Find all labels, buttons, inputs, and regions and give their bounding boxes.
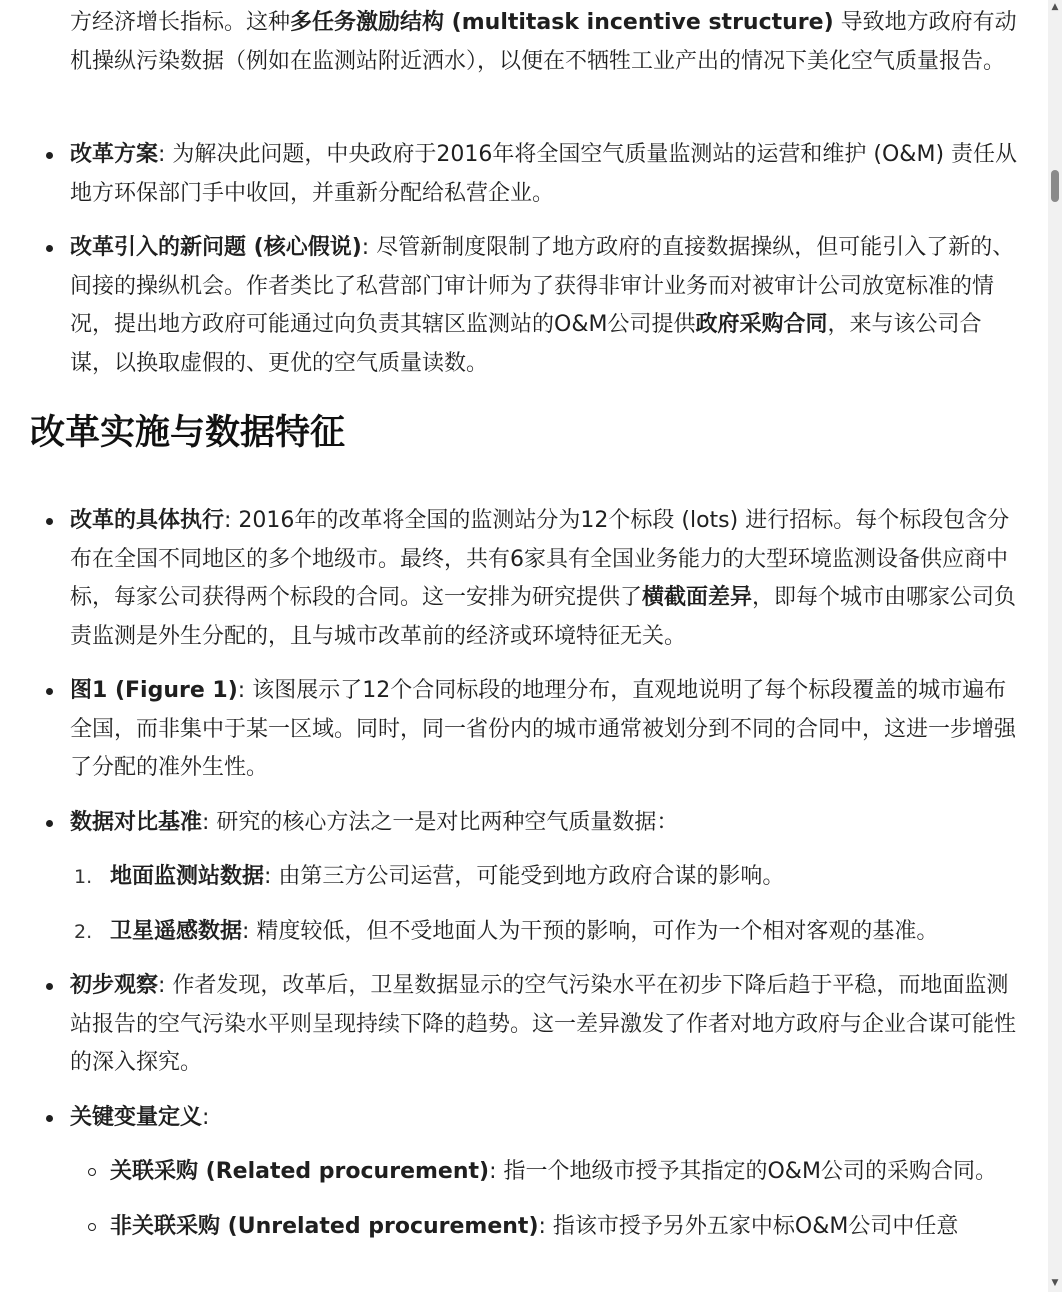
text-run: : 为解决此问题，中央政府于2016年将全国空气质量监测站的运营和维护 (O&M) 责任从地方环保部门手中收回，并重新分配给私营企业。 [70, 142, 1018, 206]
bold-term: 卫星遥感数据 [110, 918, 243, 944]
bold-term: 改革方案 [70, 142, 159, 167]
bold-term: 政府采购合同 [695, 312, 828, 337]
item-number: 2. [74, 920, 93, 943]
numbered-item [70, 913, 1020, 952]
item-number: 1. [74, 866, 93, 888]
list-item [30, 804, 1020, 952]
sub-bullet-list [70, 1153, 1020, 1246]
scrollbar-thumb[interactable] [1051, 170, 1059, 202]
text-run: : 指一个地级市授予其指定的O&M公司的采购合同。 [489, 1159, 997, 1184]
list-item [30, 1099, 1020, 1247]
text-run: ，即每个城市由哪家公司负责监测是外生分配的，且与城市改革前的经济或环境特征无关。 [70, 585, 1017, 649]
sub-list-item [70, 1153, 1020, 1192]
text-run: 导致地方政府有动机操纵污染数据（例如在监测站附近洒水），以便在不牺牲工业产出的情况下美化空气质量报告。 [70, 10, 1017, 74]
bullet-list-implementation [30, 502, 1020, 1262]
text-run: : 精度较低，但不受地面人为干预的影响，可作为一个相对客观的基准。 [242, 918, 939, 944]
list-item [30, 136, 1020, 213]
list-item [30, 502, 1020, 656]
bold-term: 改革的具体执行 [70, 508, 225, 533]
section-heading: 改革实施与数据特征 [30, 412, 346, 453]
sub-list-item [70, 1208, 1020, 1247]
text-run: : 尽管新制度限制了地方政府的直接数据操纵，但可能引入了新的、间接的操纵机会。作者类比了私营部门审计师为了获得非审计业务而对被审计公司放宽标准的情况，提出地方政府可能通过向负责其辖区监测站的O&M公司提供 [70, 235, 1015, 337]
bold-term: 数据对比基准 [70, 809, 203, 835]
bold-term: 横截面差异 [642, 585, 753, 610]
numbered-item [70, 858, 1020, 897]
text-run: : 由第三方公司运营，可能受到地方政府合谋的影响。 [264, 864, 785, 889]
list-item [30, 967, 1020, 1083]
text-run: 方经济增长指标。这种 [70, 10, 291, 35]
text-run: : 作者发现，改革后，卫星数据显示的空气污染水平在初步下降后趋于平稳，而地面监测站报告的空气污染水平则呈现持续下降的趋势。这一差异激发了作者对地方政府与企业合谋可能性的深入探究。 [70, 973, 1017, 1075]
text-run: : 2016年的改革将全国的监测站分为12个标段 (lots) 进行招标。每个标段包含分布在全国不同地区的多个地级市。最终，共有6家具有全国业务能力的大型环境监测设备供应商中标，每家公司获得两个标段的合同。这一安排为研究提供了 [70, 508, 1010, 610]
bold-term: 图1 (Figure 1) [70, 678, 238, 703]
bold-term: 关键变量定义 [70, 1104, 203, 1130]
text-run: : [202, 1104, 210, 1130]
bullet-list-background [30, 136, 1020, 399]
bold-term: 多任务激励结构 (multitask incentive structure) [290, 10, 834, 35]
scroll-down-arrow-icon[interactable]: ▼ [1051, 1278, 1059, 1288]
text-run: : 指该市授予另外五家中标O&M公司中任意 [538, 1213, 959, 1239]
text-run: : 研究的核心方法之一是对比两种空气质量数据： [202, 809, 679, 835]
text-run: : 该图展示了12个合同标段的地理分布，直观地说明了每个标段覆盖的城市遍布全国，而非集中于某一区域。同时，同一省份内的城市通常被划分到不同的合同中，这进一步增强了分配的准外生性。 [70, 678, 1017, 780]
bold-term: 改革引入的新问题 (核心假说) [70, 235, 362, 260]
list-item [30, 672, 1020, 788]
intro-paragraph [70, 4, 1020, 81]
scroll-up-arrow-icon[interactable]: ▲ [1051, 2, 1059, 12]
list-item [30, 229, 1020, 383]
bold-term: 地面监测站数据 [110, 864, 265, 889]
numbered-list [70, 858, 1020, 951]
bold-term: 非关联采购 (Unrelated procurement) [110, 1213, 539, 1239]
bold-term: 初步观察 [70, 973, 159, 998]
bold-term: 关联采购 (Related procurement) [110, 1159, 490, 1184]
vertical-scrollbar[interactable] [1048, 0, 1062, 1292]
text-run: ，来与该公司合谋，以换取虚假的、更优的空气质量读数。 [70, 312, 982, 376]
